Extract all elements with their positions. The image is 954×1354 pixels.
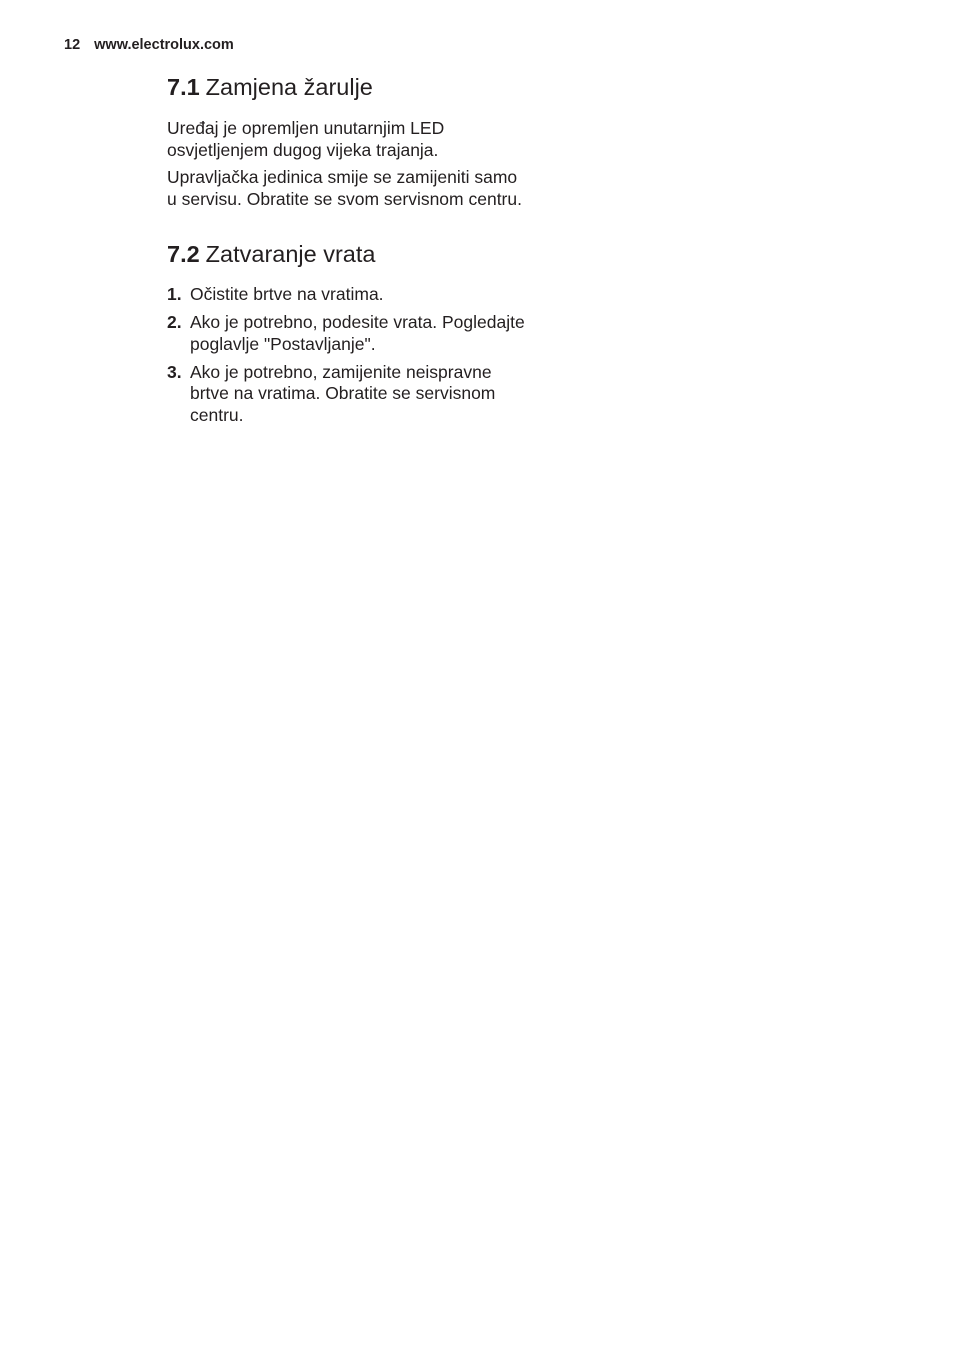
list-item — [167, 362, 527, 427]
step-text: Očistite brtve na vratima. — [190, 284, 384, 304]
list-item — [167, 284, 527, 306]
page-header — [64, 37, 234, 53]
section-title: Zamjena žarulje — [205, 74, 373, 100]
page-number: 12 — [64, 37, 81, 53]
step-number: 2. — [167, 312, 182, 332]
section-number: 7.1 — [167, 74, 200, 100]
list-item — [167, 312, 527, 355]
step-text: Ako je potrebno, podesite vrata. Pogledajte poglavlje "Postavljanje". — [190, 312, 525, 354]
section-7-2 — [167, 239, 527, 426]
website-link[interactable]: www.electrolux.com — [94, 37, 234, 53]
step-text: Ako je potrebno, zamijenite neispravne brtve na vratima. Obratite se servisnom centru. — [190, 361, 496, 425]
paragraph: Uređaj je opremljen unutarnjim LED osvjetljenjem dugog vijeka trajanja. — [167, 118, 445, 160]
section-title: Zatvaranje vrata — [205, 241, 376, 267]
section-heading — [167, 72, 527, 102]
step-number: 1. — [167, 284, 182, 304]
steps-list — [167, 284, 527, 426]
paragraph: Upravljačka jedinica smije se zamijeniti samo u servisu. Obratite se svom servisnom centru. — [167, 167, 522, 209]
section-heading — [167, 239, 527, 269]
section-number: 7.2 — [167, 241, 200, 267]
step-number: 3. — [167, 361, 182, 382]
page-content — [167, 72, 527, 433]
section-7-1 — [167, 72, 527, 210]
